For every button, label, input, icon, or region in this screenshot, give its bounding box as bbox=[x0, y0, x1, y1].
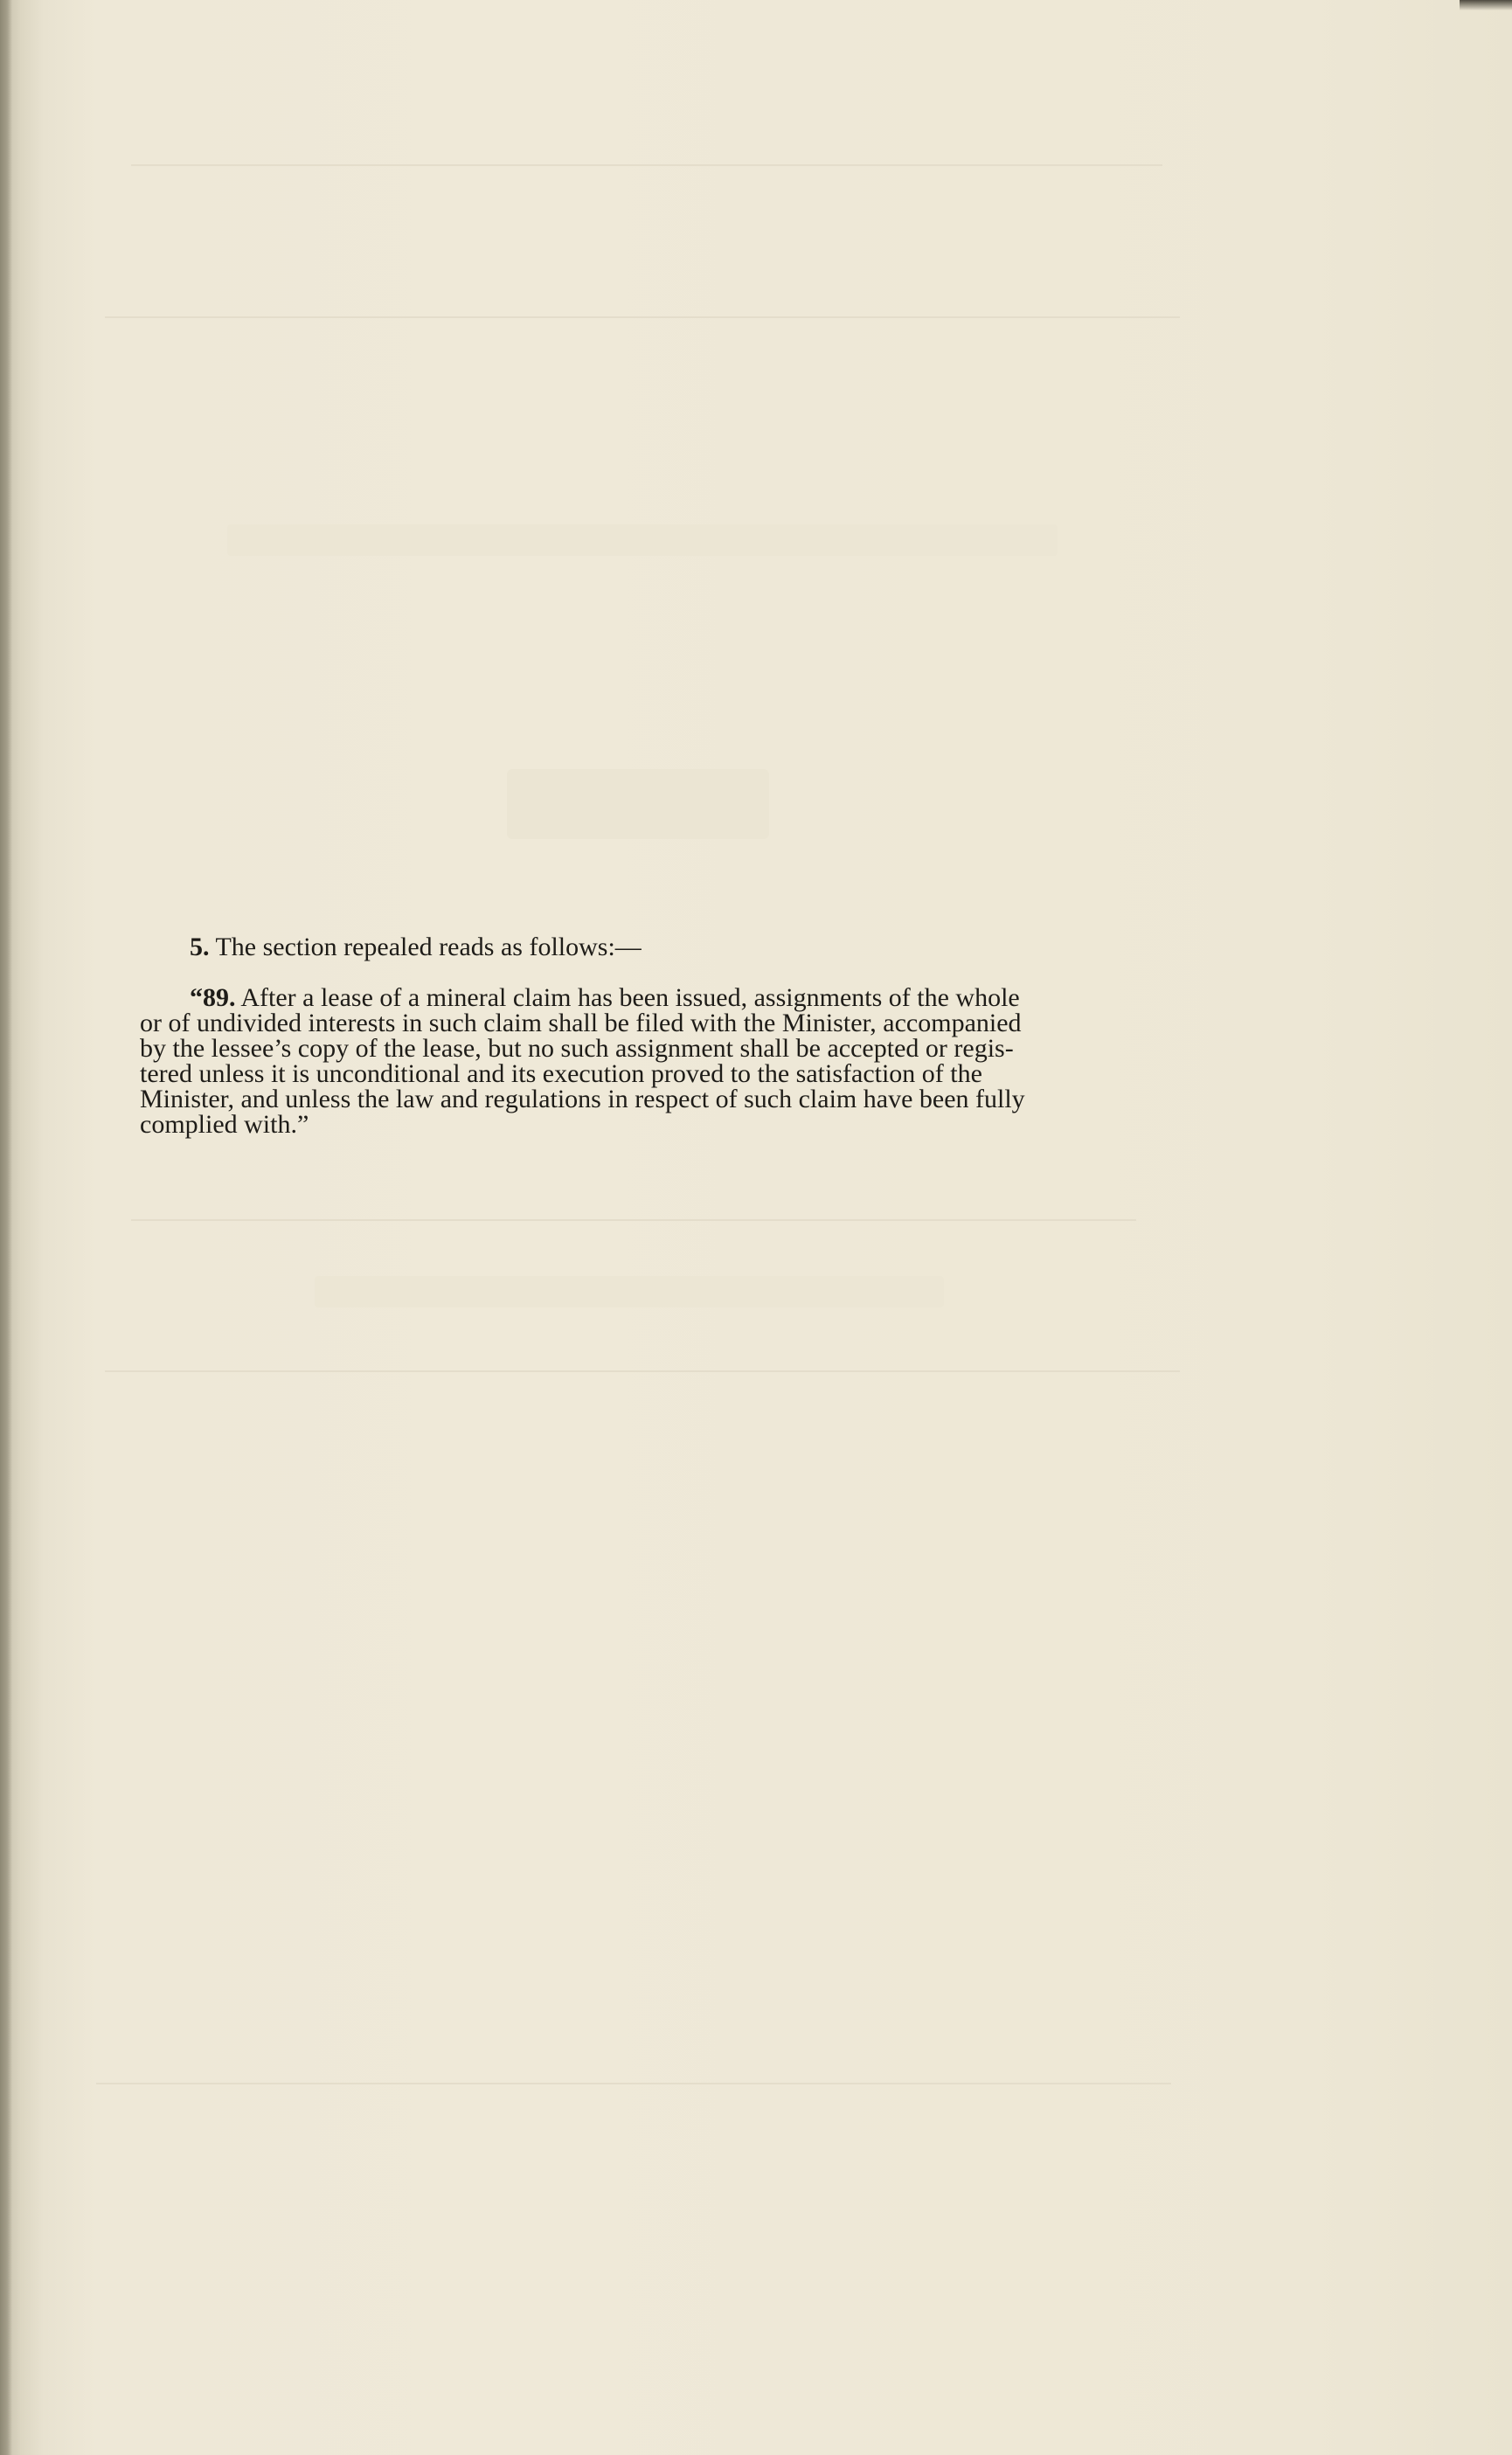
show-through-block bbox=[227, 524, 1058, 556]
page-binding-edge bbox=[0, 0, 12, 2455]
show-through-block bbox=[507, 769, 769, 839]
section-number: 5. bbox=[190, 933, 210, 961]
section-heading bbox=[190, 931, 1217, 964]
show-through-rule bbox=[96, 2083, 1171, 2084]
show-through-rule bbox=[105, 1370, 1180, 1372]
quoted-line-1-text: After a lease of a mineral claim has been issued, assignments of the whole bbox=[240, 983, 1020, 1012]
quoted-line-5: Minister, and unless the law and regulations in respect of such claim have been fully bbox=[140, 1085, 1025, 1113]
quoted-line-4: tered unless it is unconditional and its execution proved to the satisfaction of the bbox=[140, 1059, 982, 1088]
document-body bbox=[140, 931, 1217, 1137]
show-through-rule bbox=[131, 164, 1162, 166]
quoted-line-1 bbox=[140, 985, 1217, 1010]
page-corner-shadow bbox=[1460, 0, 1512, 10]
show-through-rule bbox=[105, 316, 1180, 318]
quoted-line-6: complied with.” bbox=[140, 1110, 309, 1139]
quoted-section-number: “89. bbox=[190, 983, 236, 1012]
show-through-rule bbox=[131, 1219, 1136, 1221]
quoted-line-3: by the lessee’s copy of the lease, but no such assignment shall be accepted or regis- bbox=[140, 1034, 1014, 1063]
show-through-block bbox=[315, 1276, 944, 1307]
quoted-line-2: or of undivided interests in such claim shall be filed with the Minister, accompanied bbox=[140, 1009, 1022, 1037]
section-heading-text: The section repealed reads as follows:— bbox=[215, 933, 642, 961]
quoted-section bbox=[140, 985, 1217, 1137]
